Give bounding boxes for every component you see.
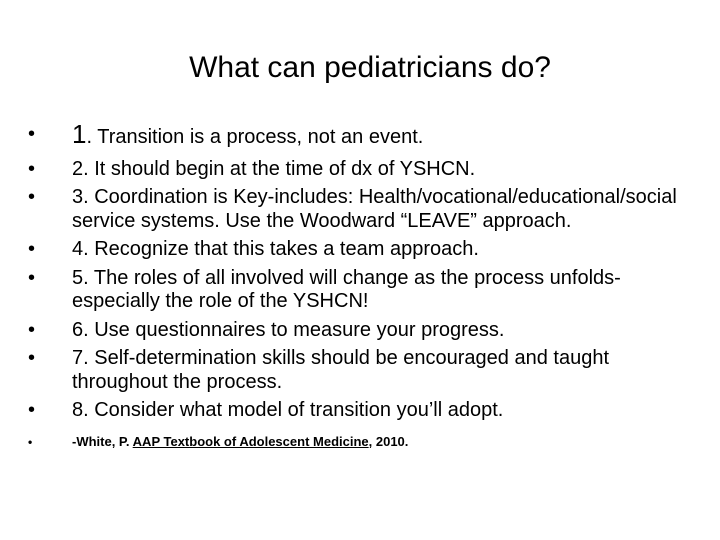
bullet-item xyxy=(28,319,708,343)
bullet-dot: • xyxy=(28,434,33,449)
bullet-dot: • xyxy=(28,399,36,421)
bullet-item xyxy=(28,347,708,394)
citation-book-title: AAP Textbook of Adolescent Medicine xyxy=(132,433,369,449)
bullet-item xyxy=(28,186,708,233)
bullet-item xyxy=(28,158,708,182)
bullet-dot: • xyxy=(28,123,36,145)
bullet-dot: • xyxy=(28,238,36,260)
bullet-dot: • xyxy=(28,157,36,180)
citation-item xyxy=(28,433,708,451)
citation-prefix: -White, P. xyxy=(72,433,133,449)
bullet-text: 8. Consider what model of transition you’ll adopt. xyxy=(72,399,504,421)
bullet-text: 5. The roles of all involved will change as the process unfolds- especially the role of the YSHCN! xyxy=(72,266,621,312)
bullet-item xyxy=(28,119,708,150)
bullet-item xyxy=(28,238,708,262)
bullet-dot: • xyxy=(28,347,36,369)
bullet-text: 4. Recognize that this takes a team approach. xyxy=(72,238,479,260)
bullet-text: 6. Use questionnaires to measure your progress. xyxy=(72,318,505,341)
bullet-list xyxy=(28,119,708,456)
bullet-text: 2. It should begin at the time of dx of YSHCN. xyxy=(72,157,476,180)
citation-suffix: , 2010. xyxy=(368,433,409,449)
bullet-dot: • xyxy=(28,266,36,289)
bullet-number: 1 xyxy=(72,119,87,149)
bullet-item xyxy=(28,399,708,423)
bullet-dot: • xyxy=(28,318,36,341)
bullet-text: 7. Self-determination skills should be encouraged and taught throughout the process. xyxy=(72,347,610,393)
slide-title: What can pediatricians do? xyxy=(189,51,551,84)
bullet-text: 3. Coordination is Key-includes: Health/vocational/educational/social service systems. Use the Woodward “LEAVE” approach. xyxy=(72,186,677,232)
bullet-item xyxy=(28,267,708,314)
bullet-dot: • xyxy=(28,186,36,208)
bullet-text: . Transition is a process, not an event. xyxy=(86,126,424,148)
